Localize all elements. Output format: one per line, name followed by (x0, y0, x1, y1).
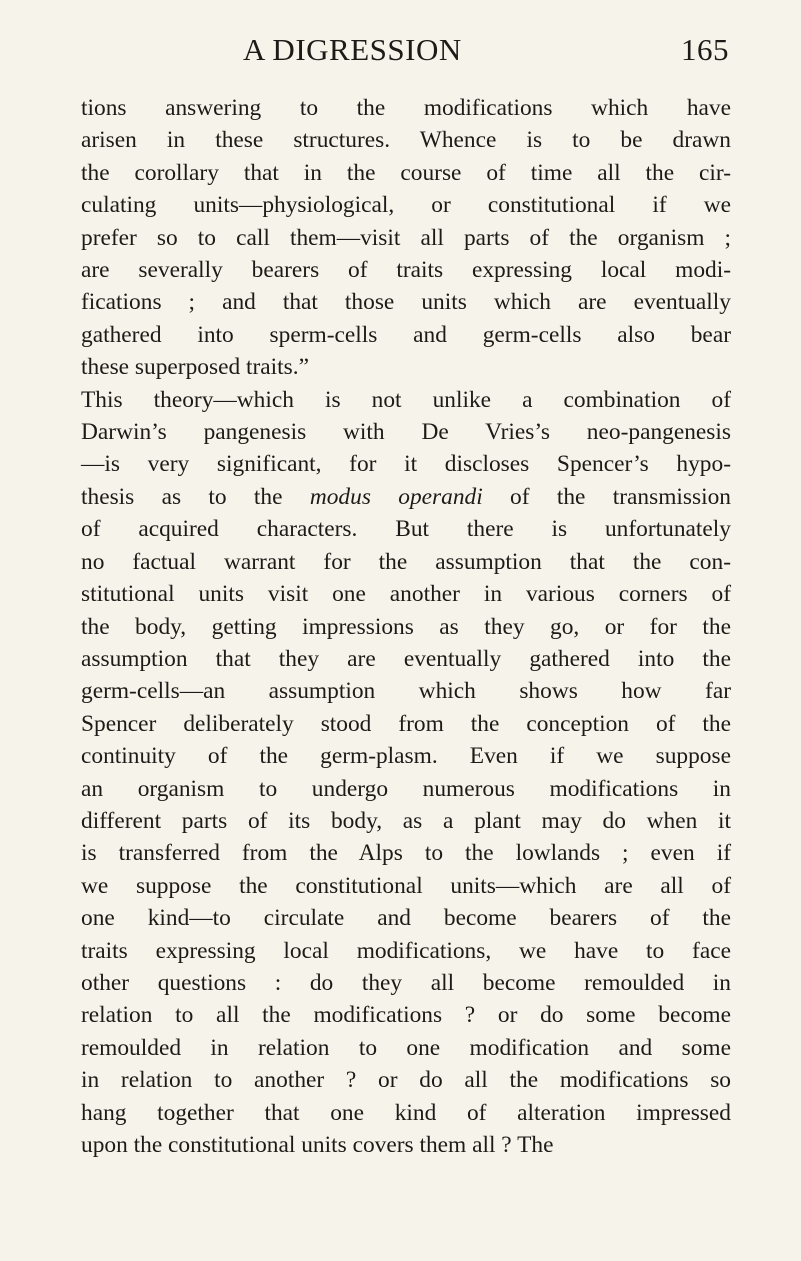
text-line: we suppose the constitutional units—which are all of (81, 872, 731, 899)
text-line: stitutional units visit one another in various corners of (81, 581, 731, 608)
text-line: in relation to another ? or do all the modifications so (81, 1067, 731, 1094)
text-line: tions answering to the modifications which have (81, 95, 731, 121)
text-line: an organism to undergo numerous modifications in (81, 775, 731, 802)
text-line-with-italic: thesis as to the modus operandi of the transmission (81, 483, 732, 510)
text-line: relation to all the modifications ? or do some become (81, 1002, 731, 1029)
text-line: traits expressing local modifications, we have to face (81, 937, 731, 964)
text-line: culating units—physiological, or constitutional if we (81, 192, 731, 219)
text-line: is transferred from the Alps to the lowlands ; even if (81, 840, 731, 867)
text-line: of acquired characters. But there is unfortunately (81, 516, 731, 543)
text-line: assumption that they are eventually gathered into the (81, 645, 731, 672)
text-line: arisen in these structures. Whence is to be drawn (81, 127, 731, 154)
text-line: these superposed traits.” (81, 354, 309, 381)
text-line: prefer so to call them—visit all parts of the organism ; (81, 224, 731, 251)
text-line: continuity of the germ-plasm. Even if we suppose (81, 743, 731, 770)
text-line: gathered into sperm-cells and germ-cells also bear (81, 321, 731, 348)
text-line: one kind—to circulate and become bearers of the (81, 905, 731, 932)
text-line: hang together that one kind of alteration impressed (81, 1099, 731, 1126)
text-line: fications ; and that those units which are eventually (81, 289, 731, 316)
text-line: no factual warrant for the assumption that the con- (81, 548, 731, 575)
text-line: the corollary that in the course of time all the cir- (81, 159, 731, 186)
text-line: different parts of its body, as a plant may do when it (81, 807, 731, 834)
text-line: —is very significant, for it discloses Spencer’s hypo- (81, 451, 731, 478)
body-text (81, 92, 731, 1161)
text-line: Spencer deliberately stood from the conception of the (81, 710, 731, 737)
page-number: 165 (681, 32, 729, 67)
text-line: Darwin’s pangenesis with De Vries’s neo-pangenesis (81, 419, 731, 446)
text-line: germ-cells—an assumption which shows how far (81, 678, 731, 705)
text-line: remoulded in relation to one modification and some (81, 1034, 731, 1061)
text-line: the body, getting impressions as they go, or for the (81, 613, 731, 640)
text-line: other questions : do they all become remoulded in (81, 969, 731, 996)
running-header (0, 32, 801, 72)
text-line: This theory—which is not unlike a combination of (81, 386, 731, 413)
text-line: are severally bearers of traits expressing local modi- (81, 257, 731, 284)
running-title: A DIGRESSION (243, 32, 462, 67)
text-line: upon the constitutional units covers them all ? The (81, 1132, 554, 1158)
italic-phrase: modus operandi (309, 483, 483, 510)
